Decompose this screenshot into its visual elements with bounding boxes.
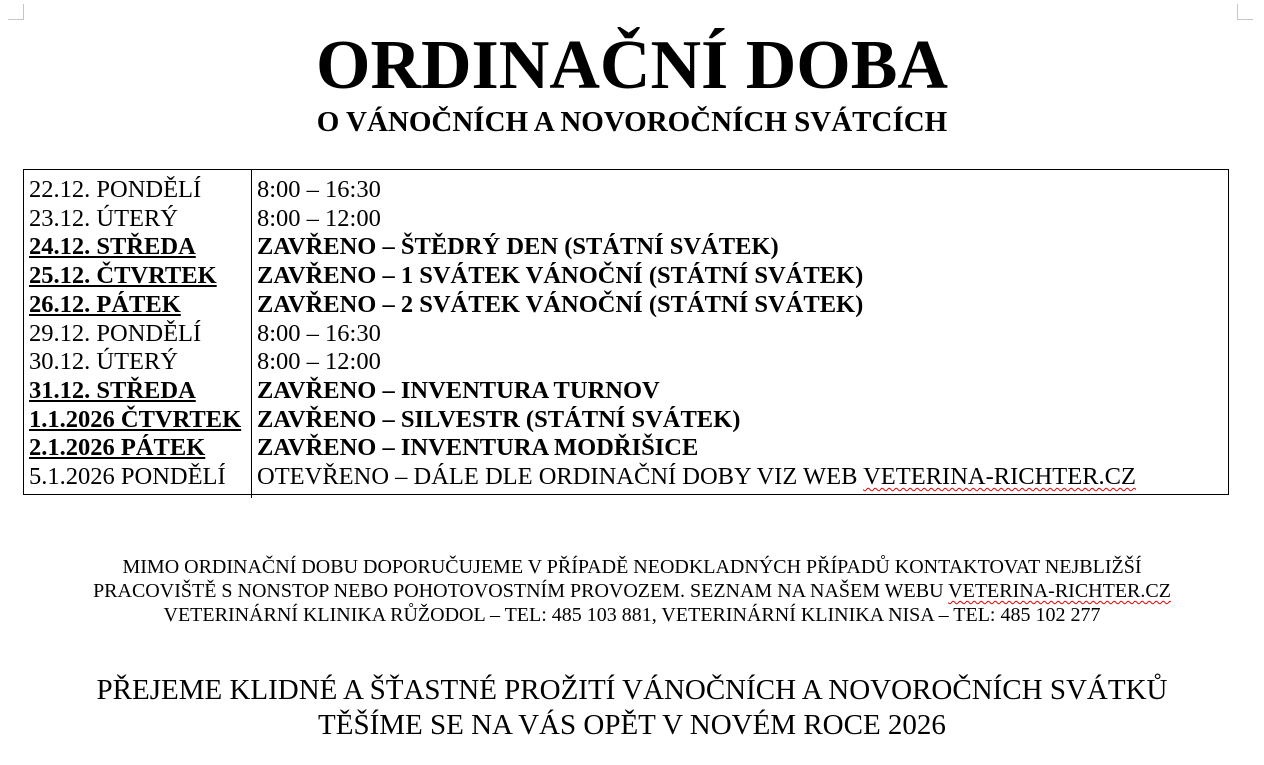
schedule-day: 29.12. PONDĚLÍ <box>29 319 202 347</box>
schedule-row <box>24 262 1228 291</box>
schedule-day-cell <box>24 377 252 406</box>
schedule-hours-cell <box>252 463 1229 498</box>
schedule-day: 24.12. STŘEDA <box>29 233 196 261</box>
schedule-hours: ZAVŘENO – INVENTURA TURNOV <box>257 376 660 404</box>
schedule-hours-cell <box>252 377 1229 406</box>
schedule-day-cell <box>24 348 252 377</box>
emergency-note-line-3: VETERINÁRNÍ KLINIKA RŮŽODOL – TEL: 485 103 881, VETERINÁRNÍ KLINIKA NISA – TEL: 485 102 277 <box>163 604 1101 626</box>
schedule-row <box>24 348 1228 377</box>
emergency-note-line-2-text: PRACOVIŠTĚ S NONSTOP NEBO POHOTOVOSTNÍM PROVOZEM. SEZNAM NA NAŠEM WEBU <box>93 580 949 602</box>
schedule-day-cell <box>24 262 252 291</box>
schedule-hours: 8:00 – 16:30 <box>257 319 381 347</box>
schedule-row <box>24 233 1228 262</box>
schedule-day-cell <box>24 205 252 234</box>
schedule-hours-cell <box>252 434 1229 463</box>
schedule-row <box>24 170 1228 205</box>
document-subtitle: O VÁNOČNÍCH A NOVOROČNÍCH SVÁTCÍCH <box>316 106 948 138</box>
schedule-day: 25.12. ČTVRTEK <box>29 262 217 290</box>
schedule-day: 30.12. ÚTERÝ <box>29 348 179 376</box>
schedule-day-cell <box>24 170 252 205</box>
schedule-day-cell <box>24 434 252 463</box>
schedule-row <box>24 434 1228 463</box>
schedule-day: 2.1.2026 PÁTEK <box>29 434 206 462</box>
schedule-hours: OTEVŘENO – DÁLE DLE ORDINAČNÍ DOBY VIZ WEB <box>257 463 864 491</box>
schedule-day-cell <box>24 233 252 262</box>
schedule-body <box>24 170 1228 498</box>
schedule-day: 22.12. PONDĚLÍ <box>29 176 202 203</box>
schedule-hours-cell <box>252 291 1229 320</box>
schedule-hours: ZAVŘENO – 1 SVÁTEK VÁNOČNÍ (STÁTNÍ SVÁTEK) <box>257 262 864 290</box>
schedule-day: 31.12. STŘEDA <box>29 376 196 404</box>
schedule-hours: ZAVŘENO – INVENTURA MODŘIŠICE <box>257 434 699 462</box>
schedule-hours-cell <box>252 406 1229 435</box>
holiday-wish-line-2: TĚŠÍME SE NA VÁS OPĚT V NOVÉM ROCE 2026 <box>318 709 946 741</box>
schedule-day: 26.12. PÁTEK <box>29 290 181 318</box>
schedule-hours-cell <box>252 205 1229 234</box>
emergency-note <box>0 555 1264 627</box>
schedule-hours-cell <box>252 262 1229 291</box>
holiday-wish-line-1: PŘEJEME KLIDNÉ A ŠŤASTNÉ PROŽITÍ VÁNOČNÍCH A NOVOROČNÍCH SVÁTKŮ <box>96 674 1168 706</box>
schedule-day-cell <box>24 320 252 349</box>
schedule-row <box>24 377 1228 406</box>
emergency-note-line-1: MIMO ORDINAČNÍ DOBU DOPORUČUJEME V PŘÍPADĚ NEODKLADNÝCH PŘÍPADŮ KONTAKTOVAT NEJBLIŽŠÍ <box>122 556 1142 578</box>
schedule-hours-cell <box>252 170 1229 205</box>
schedule-day-cell <box>24 406 252 435</box>
website-link[interactable]: VETERINA-RICHTER.CZ <box>948 580 1171 602</box>
schedule-day-cell <box>24 463 252 498</box>
schedule-row <box>24 205 1228 234</box>
holiday-wish <box>0 673 1264 743</box>
schedule-table <box>23 169 1229 495</box>
schedule-day: 23.12. ÚTERÝ <box>29 204 179 232</box>
schedule-hours-cell <box>252 320 1229 349</box>
page-corner-mark-top-left <box>8 4 24 20</box>
schedule-row <box>24 406 1228 435</box>
schedule-hours: ZAVŘENO – 2 SVÁTEK VÁNOČNÍ (STÁTNÍ SVÁTEK) <box>257 290 864 318</box>
schedule-day: 1.1.2026 ČTVRTEK <box>29 405 242 433</box>
emergency-note-line-2 <box>0 579 1264 603</box>
schedule-day-cell <box>24 291 252 320</box>
schedule-row <box>24 291 1228 320</box>
schedule-hours-cell <box>252 233 1229 262</box>
schedule-hours: ZAVŘENO – ŠTĚDRÝ DEN (STÁTNÍ SVÁTEK) <box>257 233 779 261</box>
schedule-hours: 8:00 – 12:00 <box>257 204 381 232</box>
document-title: ORDINAČNÍ DOBA <box>316 27 948 104</box>
schedule-hours-cell <box>252 348 1229 377</box>
schedule-website-link[interactable]: VETERINA-RICHTER.CZ <box>863 463 1136 491</box>
schedule-row <box>24 463 1228 498</box>
schedule-hours: ZAVŘENO – SILVESTR (STÁTNÍ SVÁTEK) <box>257 405 741 433</box>
schedule-row <box>24 320 1228 349</box>
schedule-day: 5.1.2026 PONDĚLÍ <box>29 463 226 491</box>
page-corner-mark-top-right <box>1237 4 1253 20</box>
schedule-hours: 8:00 – 16:30 <box>257 176 381 203</box>
schedule-hours: 8:00 – 12:00 <box>257 348 381 376</box>
